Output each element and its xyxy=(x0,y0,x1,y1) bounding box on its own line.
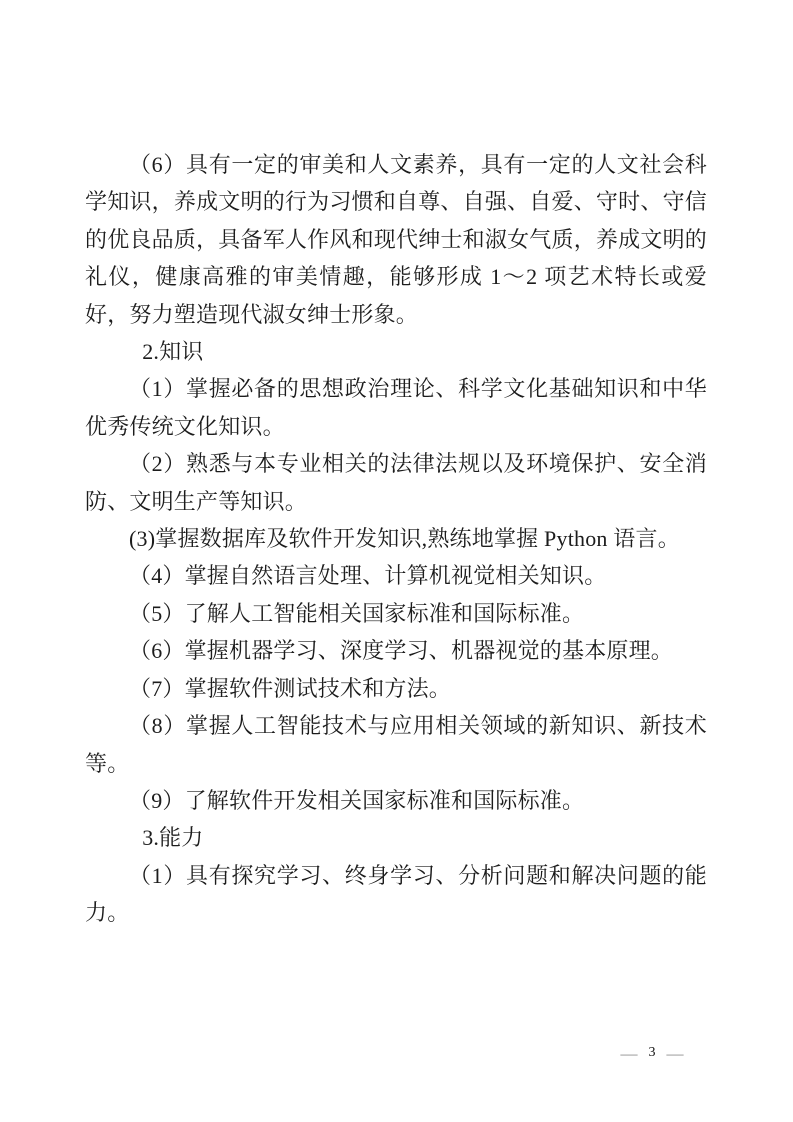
paragraph-knowledge-8: （8）掌握人工智能技术与应用相关领域的新知识、新技术等。 xyxy=(85,713,707,776)
paragraph-knowledge-3: (3)掌握数据库及软件开发知识,熟练地掌握 Python 语言。 xyxy=(129,526,680,552)
heading-knowledge: 2.知识 xyxy=(142,339,204,365)
paragraph-knowledge-1: （1）掌握必备的思想政治理论、科学文化基础知识和中华优秀传统文化知识。 xyxy=(85,376,707,439)
paragraph-knowledge-9: （9）了解软件开发相关国家标准和国际标准。 xyxy=(129,787,585,813)
footer-dash-left: — xyxy=(620,1043,638,1063)
paragraph-knowledge-7: （7）掌握软件测试技术和方法。 xyxy=(129,675,452,701)
paragraph-aesthetic-quality: （6）具有一定的审美和人文素养，具有一定的人文社会科学知识，养成文明的行为习惯和自尊、自强、自爱、守时、守信的优良品质，具备军人作风和现代绅士和淑女气质，养成文明的礼仪，健康高雅的审美情趣，能够形成 1～2 项艺术特长或爱好，努力塑造现代淑女绅士形象。 xyxy=(85,152,707,327)
document-body xyxy=(85,146,707,932)
page-number: 3 xyxy=(648,1045,656,1060)
heading-ability: 3.能力 xyxy=(142,825,204,851)
paragraph-knowledge-4: （4）掌握自然语言处理、计算机视觉相关知识。 xyxy=(129,563,607,589)
page-footer xyxy=(596,1041,708,1065)
paragraph-knowledge-2: （2）熟悉与本专业相关的法律法规以及环境保护、安全消防、文明生产等知识。 xyxy=(85,451,707,514)
paragraph-ability-1: （1）具有探究学习、终身学习、分析问题和解决问题的能力。 xyxy=(85,862,707,926)
footer-dash-right: — xyxy=(666,1043,684,1063)
paragraph-knowledge-6: （6）掌握机器学习、深度学习、机器视觉的基本原理。 xyxy=(129,638,674,664)
paragraph-knowledge-5: （5）了解人工智能相关国家标准和国际标准。 xyxy=(129,600,585,626)
